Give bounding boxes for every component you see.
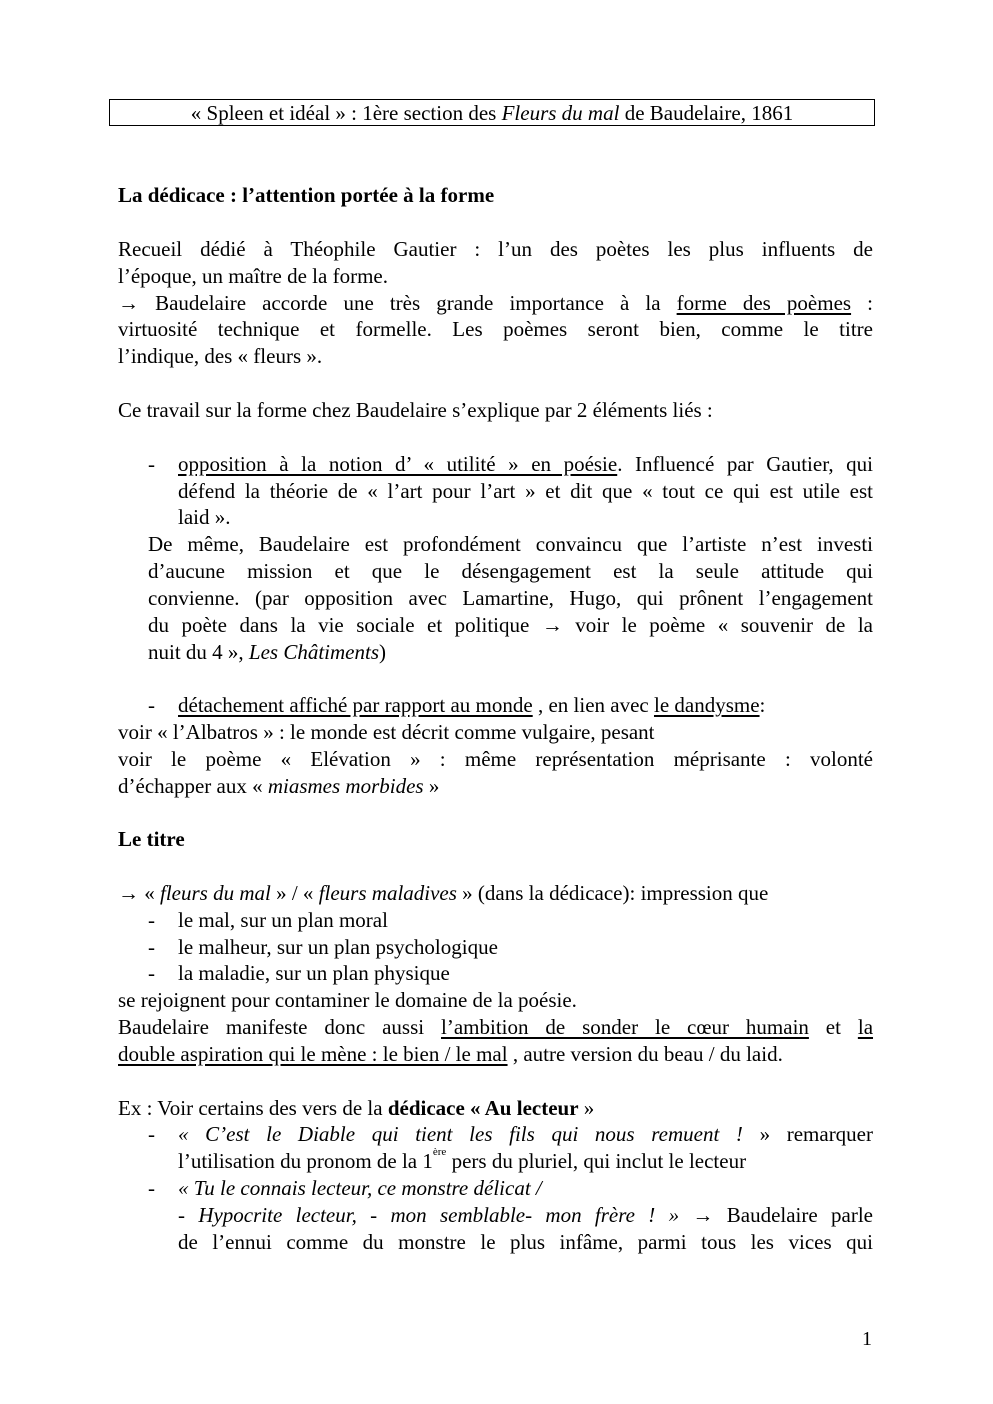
bullet-dash: - (148, 1122, 155, 1146)
paragraph-line: Ex : Voir certains des vers de la dédicace « Au lecteur » (118, 1096, 595, 1120)
bullet-text: « Tu le connais lecteur, ce monstre délicat / (178, 1176, 542, 1200)
bullet-dash: - (148, 935, 155, 959)
paragraph-line: convienne. (par opposition avec Lamartine, Hugo, qui prônent l’engagement (148, 586, 873, 610)
paragraph-line: l’indique, des « fleurs ». (118, 344, 323, 368)
bullet-text: la maladie, sur un plan physique (178, 961, 450, 985)
paragraph-line: voir « l’Albatros » : le monde est décrit comme vulgaire, pesant (118, 720, 655, 744)
paragraph-line: l’époque, un maître de la forme. (118, 264, 388, 288)
paragraph-line: Baudelaire manifeste donc aussi l’ambition de sonder le cœur humain et la (118, 1015, 874, 1039)
paragraph-line: → Baudelaire accorde une très grande importance à la forme des poèmes : (118, 291, 873, 315)
bullet-text: détachement affiché par rapport au monde , en lien avec le dandysme: (178, 693, 766, 717)
bullet-dash: - (148, 961, 155, 985)
section-heading-dedicace: La dédicace : l’attention portée à la forme (118, 183, 495, 207)
bullet-text: - Hypocrite lecteur, - mon semblable- mon frère ! » → Baudelaire parle (178, 1203, 873, 1227)
paragraph-line: double aspiration qui le mène : le bien / le mal , autre version du beau / du laid. (118, 1042, 783, 1066)
bullet-text: laid ». (178, 505, 231, 529)
paragraph-line: d’échapper aux « miasmes morbides » (118, 774, 440, 798)
page-number: 1 (862, 1328, 872, 1350)
paragraph-line: Recueil dédié à Théophile Gautier : l’un des poètes les plus influents de (118, 237, 873, 261)
bullet-text: le malheur, sur un plan psychologique (178, 935, 498, 959)
bullet-text: l’utilisation du pronom de la 1ère pers du pluriel, qui inclut le lecteur (178, 1146, 747, 1173)
document-title: « Spleen et idéal » : 1ère section des Fleurs du mal de Baudelaire, 1861 (109, 99, 875, 126)
bullet-text: opposition à la notion d’ « utilité » en poésie. Influencé par Gautier, qui (178, 452, 874, 476)
paragraph-line: De même, Baudelaire est profondément convaincu que l’artiste n’est investi (148, 532, 873, 556)
paragraph-line: d’aucune mission et que le désengagement est la seule attitude qui (148, 559, 873, 583)
bullet-text: « C’est le Diable qui tient les fils qui nous remuent ! » remarquer (178, 1122, 873, 1146)
paragraph-line: → « fleurs du mal » / « fleurs maladives » (dans la dédicace): impression que (118, 881, 769, 905)
paragraph-line: voir le poème « Elévation » : même représentation méprisante : volonté (118, 747, 873, 771)
paragraph-line: du poète dans la vie sociale et politique → voir le poème « souvenir de la (148, 613, 873, 637)
bullet-text: défend la théorie de « l’art pour l’art » et dit que « tout ce qui est utile est (178, 479, 873, 503)
bullet-dash: - (148, 693, 155, 717)
paragraph-line: virtuosité technique et formelle. Les poèmes seront bien, comme le titre (118, 317, 873, 341)
bullet-text: le mal, sur un plan moral (178, 908, 388, 932)
bullet-dash: - (148, 452, 155, 476)
bullet-dash: - (148, 1176, 155, 1200)
bullet-dash: - (148, 908, 155, 932)
section-heading-titre: Le titre (118, 827, 185, 851)
paragraph-line: Ce travail sur la forme chez Baudelaire s’explique par 2 éléments liés : (118, 398, 713, 422)
paragraph-line: nuit du 4 », Les Châtiments) (148, 640, 387, 664)
paragraph-line: se rejoignent pour contaminer le domaine de la poésie. (118, 988, 577, 1012)
bullet-text: de l’ennui comme du monstre le plus infâme, parmi tous les vices qui (178, 1230, 873, 1254)
